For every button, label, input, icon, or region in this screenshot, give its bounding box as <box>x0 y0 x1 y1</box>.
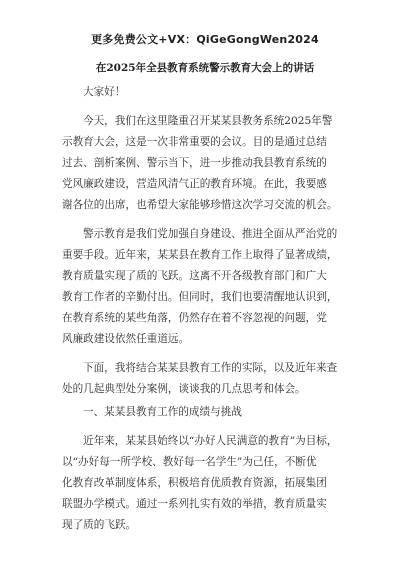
text-line: 重要手段。近年来，某某县在教育工作上取得了显著成绩， <box>62 249 338 261</box>
text-line: 以“办好每一所学校、教好每一名学生”为己任，不断优 <box>62 456 317 468</box>
text-line: 警示教育是我们党加强自身建设、推进全面从严治党的 <box>83 228 338 240</box>
paragraph-achievements <box>62 431 352 536</box>
text-line: 过去、剖析案例、警示当下，进一步推动我县教育系统的 <box>62 157 327 169</box>
text-line: 教育质量实现了质的飞跃。这离不开各级教育部门和广大 <box>62 270 327 282</box>
text-line: 教育工作者的辛勤付出。但同时，我们也要清醒地认识到， <box>62 291 338 303</box>
text-line: 今天，我们在这里隆重召开某某县教务系统2025年警 <box>83 115 333 127</box>
text-line: 处的几起典型处分案例，谈谈我的几点思考和体会。 <box>62 383 306 395</box>
text-line: 下面，我将结合某某县教育工作的实际，以及近年来查 <box>83 362 338 374</box>
text-line: 大家好！ <box>83 86 126 98</box>
text-line: 联盟办学模式。通过一系列扎实有效的举措，教育质量实 <box>62 498 327 510</box>
document-body <box>62 82 352 536</box>
text-line: 示教育大会，这是一次非常重要的会议。目的是通过总结 <box>62 136 327 148</box>
paragraph-outline <box>62 358 352 400</box>
text-line: 近年来，某某县始终以“办好人民满意的教育”为目标， <box>83 435 338 447</box>
text-line: 党风廉政建设，营造风清气正的教育环境。在此，我要感 <box>62 178 327 190</box>
text-line: 谢各位的出席，也希望大家能够珍惜这次学习交流的机会。 <box>62 199 338 211</box>
section-heading <box>62 402 352 423</box>
section-heading-text: 一、某某县教育工作的成绩与挑战 <box>83 406 242 418</box>
text-line: 在教育系统的某些角落，仍然存在着不容忽视的问题，党 <box>62 312 327 324</box>
document-title: 在2025年全县教育系统警示教育大会上的讲话 <box>95 62 315 74</box>
header-note: 更多免费公文+VX：QiGeGongWen2024 <box>91 33 319 46</box>
text-line: 风廉政建设依然任重道远。 <box>62 333 190 345</box>
paragraph-greeting <box>62 82 352 103</box>
text-line: 现了质的飞跃。 <box>62 519 137 531</box>
paragraph-intro <box>62 111 352 216</box>
text-line: 化教育改革制度体系，积极培育优质教育资源，拓展集团 <box>62 477 327 489</box>
paragraph-warning-education <box>62 224 352 350</box>
